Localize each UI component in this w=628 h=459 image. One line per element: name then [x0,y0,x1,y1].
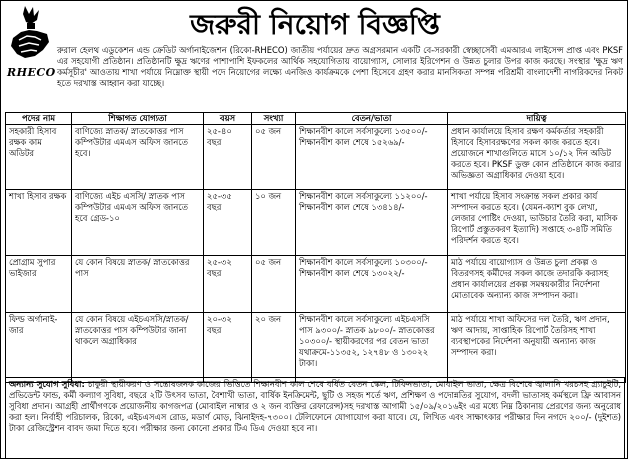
age-cell: ২৫-৩৫ বছর [204,190,252,256]
count-cell: ০৫ জন [252,125,296,190]
age-cell: ২৫-৩২ বছর [204,256,252,313]
table-row [6,190,626,256]
title-wrap [1,1,628,41]
duties-cell: প্রধান কার্যালয়ে হিসাব রক্ষণ কর্মকর্তার সহকারী হিসাবে হিসাবরক্ষণের সকল কাজ করতে হবে। প্রয়োজনে শাখাগুলিতে মাসে ১০/১২ দিন অডিট করতে হবে। PKSF ডুক্ত কোন প্রতিষ্ঠানে কাজ করার অভিজ্ঞতা অগ্রাধিকার দেওয়া হবে। [448,125,626,190]
education-cell: বাণিজ্যে স্নাতক/ স্নাতকোত্তর পাস কম্পিউটার এমএস অফিস জানতে হবে। [72,125,204,190]
logo-text: RHECO [7,66,56,79]
count-cell: ০৫ জন [252,256,296,313]
benefits-footer [5,377,625,459]
post-cell: প্রোগ্রাম সুপার ভাইজার [6,256,72,313]
notice-title: জরুরী নিয়োগ বিজ্ঞপ্তি [190,8,440,41]
post-cell: ফিল্ড অর্গানাই- জার [6,313,72,383]
education-cell: বাণিজ্যে এইচ এসসি/ স্নাতক পাস কম্পিউটার এমএস অফিস জানতে হবে গ্রেড-১০ [72,190,204,256]
salary-cell: শিক্ষানবীশ কালে সর্বসাকুল্যে ১১২০০/- শিক্ষানবীশ কাল শেষে ১৩৪১৪/- [296,190,448,256]
duties-cell: শাখা পর্যায়ে হিসাব সংক্রান্ত সকল প্রকার কার্য সম্পাদন করতে হবে। (যেমন-ক্যাশ বুক লেখা, লেজার পোষ্টিং দেওয়া, ভাউচার তৈরি করা, মাসিক রিপোর্ট প্রস্তুতকরণ ইত্যাদি) সপ্তাহে ৩-৪টি সমিতি পরিদর্শন করতে হবে। [448,190,626,256]
header-education: শিক্ষাগত যোগ্যতা [72,113,204,125]
post-cell: সহকারী হিসাব রক্ষক কাম অডিটর [6,125,72,190]
header-duties: দায়িত্ব [448,113,626,125]
header-salary: বেতন/ভাতা [296,113,448,125]
table-row [6,256,626,313]
age-cell: ২৫-৪০ বছর [204,125,252,190]
intro-paragraph: রুরাল হেলথ এডুকেশন এন্ড ক্রেডিট অর্গানাইজেশন (রিকো-RHECO) জাতীয় পর্যায়ের দ্রুত অগ্রসরমান একটি বে-সরকারী স্বেচ্ছাসেবী এমআরএ লাইসেন্স প্রাপ্ত এবং PKSF এর সহযোগী প্রতিষ্ঠান। প্রতিষ্ঠানটি ক্ষুদ্র ঋণের পাশাপাশি ইফকলের আর্থিক সহযোগিতায় বায়োগ্যাস, সোলার ইরিগেশন ও উন্নত চুলার উপর কাজ করছে। সংস্থার 'ক্ষুদ্র ঋণ কর্মসূচীর' আওতায় শাখা পর্যায়ে নিম্নোক্ত স্থায়ী পদে নিয়োগের লক্ষ্যে এনজিও কার্যক্রমকে পেশা হিসেবে গ্রহণ করার মানসিকতা সম্পন্ন পরিশ্রমী বাংলাদেশী নাগরিকদের নিকট হতে দরখাস্ত আহ্বান করা যাচ্ছে। [57,45,623,88]
table-header-row [6,113,626,125]
header-age: বয়স [204,113,252,125]
footer-text: চাকুরী স্থায়ীকরণ ও সন্তোষজনক কাজের ভিত্তিতে শিক্ষানবীশ কাল শেষে বর্ধিত বেতন স্কেল, টিফিনভাতা, মোবাইল ভাতা, ক্ষেত্র বিশেষে জ্বালানি খরচসহ গ্র্যাচুইটি, প্রভিডেন্ট ফান্ড, কর্মী কল্যাণ সুবিধা, বছরে ২টি উৎসব ভাতা, বৈশাখী ভাতা, বার্ষিক ইনক্রিমেন্ট, ছুটি ও সহজ শর্তে ঋণ, প্রশিক্ষণ ও পদোন্নতির সুযোগ, বদলী ভাতাসহ কর্মস্থলে ফ্রি আবাসন সুবিধা প্রদান। আগ্রহী প্রার্থীগণকে প্রয়োজনীয় কাগজপত্র (মোবাইল নাম্বার ও ২ জন ব্যক্তির রেফারেন্স)সহ দরখাস্ত আগামী ১৫/০৯/২০১৬ইং এর মধ্যে নিম্ন ঠিকানায় প্রেরণের জন্য অনুরোধ করা হল। নির্বাহী পরিচালক, রিকো, এইচএসএস রোড, মডার্ণ মোড়, ঝিনাইদহ-৭৩০০। টেলিফোনে যোগাযোগ করা যাবে। যে, লিখিত এবং সাক্ষাৎকার পরীক্ষার দিন নগদে ২০০/- (দুইশত) টাকা রেজিস্ট্রেশন বাবদ জমা দিতে হবে। পরীক্ষার জন্য কোনো প্রকার টিএ ডিএ দেওয়া হবে না। [9,379,621,433]
job-table [5,112,626,383]
age-cell: ২০-৩২ বছর [204,313,252,383]
education-cell: যে কোন বিষয়ে স্নাতক/ স্নাতকোত্তর পাস [72,256,204,313]
count-cell: ২০ জন [252,313,296,383]
table-row [6,125,626,190]
salary-cell: শিক্ষানবীশ কালে সর্বসাকুল্যে ১০৩০০/- শিক্ষানবীশ কাল শেষে ১৩০২২/- [296,256,448,313]
education-cell: যে কোন বিষয়ে এইচএসসি/স্নাতক/ স্নাতকোত্তর পাস কম্পিউটার জানা থাকলে অগ্রাধিকার [72,313,204,383]
header-count: সংখ্যা [252,113,296,125]
salary-cell: শিক্ষানবীশ কালে সর্বসাকুল্যে ১৩৫০০/- শিক্ষানবীশ কাল শেষে ১৫২৬৯/- [296,125,448,190]
salary-cell: শিক্ষানবীশ কালে সর্বসাকুল্যে এইচএসসি পাস ৯৩০০/- স্নাতক ৯৮০০/- স্নাতকোত্তর ১০৩০০/- স্থায়ীকরণের পর বেতন ভাতা যথাক্রমে-১১৩৫২, ১২৭৪৮ ও ১৩০২২ টাকা। [296,313,448,383]
duties-cell: মাঠ পর্যায়ে শাখা অফিসের দল তৈরি, ঋণ প্রদান, ঋণ আদায়, সাপ্তাহিক রিপোর্ট তৈরিসহ শাখা ব্যবস্থাপকের নির্দেশনা অনুযায়ী অন্যান্য কাজ সম্পাদন করা। [448,313,626,383]
duties-cell: মাঠ পর্যায়ে বায়োগ্যাস ও উন্নত চুলা প্রকল্প ও বিতরণসহ কর্মীদের সকল কাজে তদারকি করাসহ প্রধান কার্যালয়ের প্রকল্প সমন্বয়কারীর নির্দেশনা মোতাবেক অন্যান্য কাজ সম্পাদন করা। [448,256,626,313]
post-cell: শাখা হিসাব রক্ষক [6,190,72,256]
footer-label: অন্যান্য সুযোগ সুবিধা: [9,379,85,389]
header-post: পদের নাম [6,113,72,125]
table-row [6,313,626,383]
count-cell: ১০ জন [252,190,296,256]
